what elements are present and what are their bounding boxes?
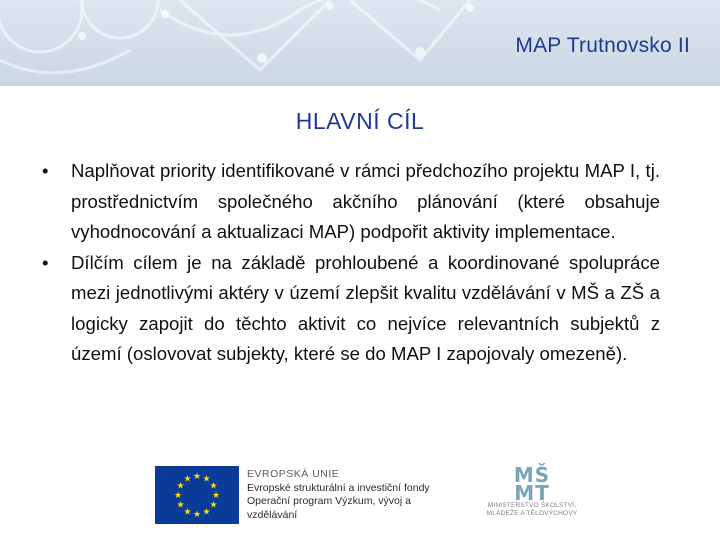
logo-strip [155,460,595,530]
presentation-title: MAP Trutnovsko II [515,34,690,57]
bullet-item [42,248,660,370]
eu-star-icon: ★ [209,499,218,510]
eu-funds: Evropské strukturální a investiční fondy [247,481,430,494]
eu-logo-text [247,468,457,522]
msmt-mark-top: MŠ [513,463,551,487]
bullet-item [42,156,660,248]
eu-star-icon: ★ [176,480,185,491]
eu-star-icon: ★ [183,506,192,517]
bullet-text: Dílčím cílem je na základě prohloubené a koordinované spolupráce mezi jednotlivými aktéry v území zlepšit kvalitu vzdělávání v MŠ a ZŠ a logicky zapojit do těchto aktivit co nejvíce relevantních subjektů z území (oslovovat subjekty, které se do MAP I zapojovaly omezeně). [71,251,660,364]
bullet-list [42,156,660,370]
slide-title: HLAVNÍ CÍL [295,108,425,134]
eu-programme: Operační program Výzkum, vývoj a vzdělávání [247,495,411,521]
eu-name: EVROPSKÁ UNIE [247,468,340,480]
eu-flag-icon [155,466,239,524]
eu-star-icon: ★ [183,473,192,484]
eu-star-icon: ★ [211,490,221,500]
eu-star-icon: ★ [173,490,183,500]
eu-star-icon: ★ [192,509,202,519]
eu-star-icon: ★ [209,480,218,491]
eu-star-icon: ★ [202,473,211,484]
msmt-name-line2: MLÁDEŽE A TĚLOVÝCHOVY [486,510,578,517]
msmt-logo [477,463,587,528]
header-banner [0,0,720,86]
bullet-text: Naplňovat priority identifikované v rámci předchozího projektu MAP I, tj. prostřednictvím společného akčního plánování (které obsahuje vyhodnocování a aktualizaci MAP) podpořit aktivity implementace. [71,160,660,242]
eu-star-icon: ★ [176,499,185,510]
bullet-marker: • [42,160,49,181]
msmt-name-line1: MINISTERSTVO ŠKOLSTVÍ, [487,502,577,509]
eu-star-icon: ★ [202,506,211,517]
msmt-mark-bottom: MT [514,481,550,505]
bullet-marker: • [42,251,49,273]
eu-star-icon: ★ [192,471,202,481]
